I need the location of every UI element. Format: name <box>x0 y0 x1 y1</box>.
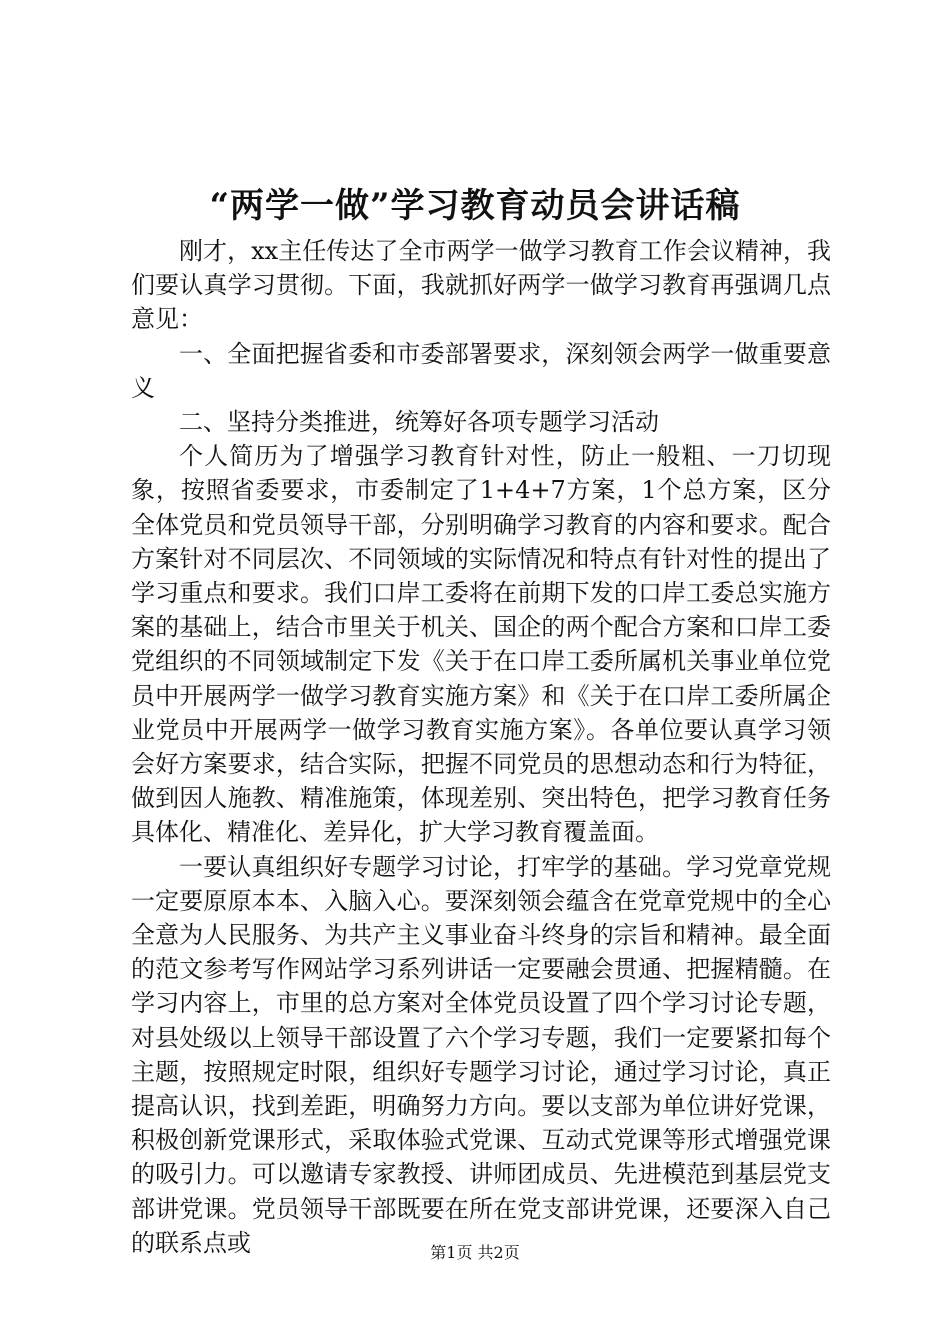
paragraph-intro: 刚才，xx主任传达了全市两学一做学习教育工作会议精神，我们要认真学习贯彻。下面，我就抓好两学一做学习教育再强调几点意见： <box>131 237 831 334</box>
document-title: “两学一做”学习教育动员会讲话稿 <box>209 186 741 226</box>
document-body <box>131 234 831 1260</box>
paragraph-plan: 个人简历为了增强学习教育针对性，防止一般粗、一刀切现象，按照省委要求，市委制定了1+4+7方案，1个总方案，区分全体党员和党员领导干部，分别明确学习教育的内容和要求。配合方案针对不同层次、不同领域的实际情况和特点有针对性的提出了学习重点和要求。我们口岸工委将在前期下发的口岸工委总实施方案的基础上，结合市里关于机关、国企的两个配合方案和口岸工委党组织的不同领域制定下发《关于在口岸工委所属机关事业单位党员中开展两学一做学习教育实施方案》和《关于在口岸工委所属企业党员中开展两学一做学习教育实施方案》。各单位要认真学习领会好方案要求，结合实际，把握不同党员的思想动态和行为特征，做到因人施教、精准施策，体现差别、突出特色，把学习教育任务具体化、精准化、差异化，扩大学习教育覆盖面。 <box>131 442 831 847</box>
paragraph-study-discussion: 一要认真组织好专题学习讨论，打牢学的基础。学习党章党规一定要原原本本、入脑入心。要深刻领会蕴含在党章党规中的全心全意为人民服务、为共产主义事业奋斗终身的宗旨和精神。最全面的范文参考写作网站学习系列讲话一定要融会贯通、把握精髓。在学习内容上，市里的总方案对全体党员设置了四个学习讨论专题，对县处级以上领导干部设置了六个学习专题，我们一定要紧扣每个主题，按照规定时限，组织好专题学习讨论，通过学习讨论，真正提高认识，找到差距，明确努力方向。要以支部为单位讲好党课，积极创新党课形式，采取体验式党课、互动式党课等形式增强党课的吸引力。可以邀请专家教授、讲师团成员、先进模范到基层党支部讲党课。党员领导干部既要在所在党支部讲党课，还要深入自己的联系点或 <box>131 852 831 1257</box>
paragraph-heading-1: 一、全面把握省委和市委部署要求，深刻领会两学一做重要意义 <box>131 339 831 402</box>
page-footer: 第1页 共2页 <box>430 1243 520 1262</box>
paragraph-heading-2: 二、坚持分类推进，统筹好各项专题学习活动 <box>179 408 659 437</box>
